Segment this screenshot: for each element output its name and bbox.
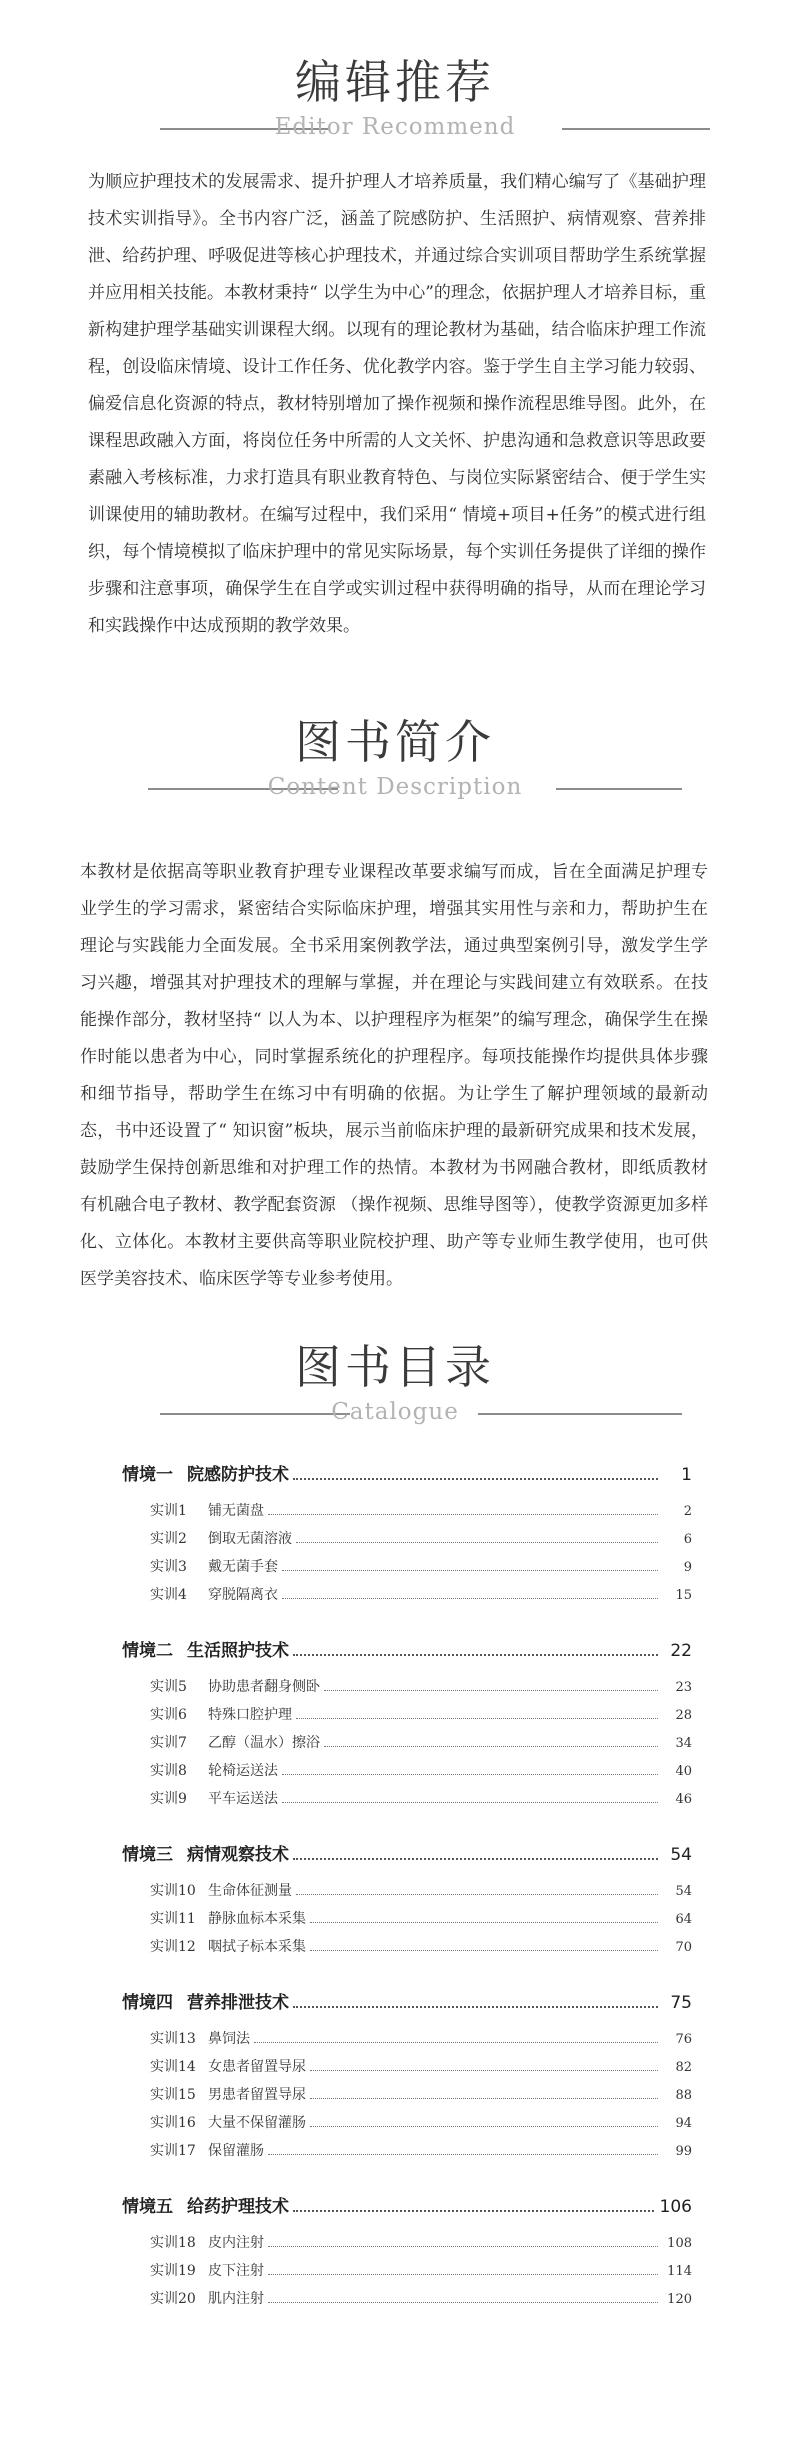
lesson-page: 64 <box>675 1912 692 1927</box>
lesson-title: 咽拭子标本采集 <box>208 1939 306 1955</box>
leader-dots <box>282 1569 658 1571</box>
lesson-page: 94 <box>675 2116 692 2131</box>
chapter-number: 情境二 <box>122 1641 173 1661</box>
toc-lesson-row[interactable] <box>122 2084 692 2112</box>
leader-dots <box>268 1513 658 1515</box>
lesson-page: 46 <box>675 1792 692 1807</box>
editor-paragraph: 为顺应护理技术的发展需求、提升护理人才培养质量，我们精心编写了《基础护理技术实训指导》。全书内容广泛，涵盖了院感防护、生活照护、病情观察、营养排泄、给药护理、呼吸促进等核心护理技术，并通过综合实训项目帮助学生系统掌握并应用相关技能。本教材秉持“ 以学生为中心”的理念，依据护理人才培养目标，重新构建护理学基础实训课程大纲。以现有的理论教材为基础，结合临床护理工作流程，创设临床情境、设计工作任务、优化教学内容。鉴于学生自主学习能力较弱、偏爱信息化资源的特点，教材特别增加了操作视频和操作流程思维导图。此外，在课程思政融入方面，将岗位任务中所需的人文关怀、护患沟通和急救意识等思政要素融入考核标准，力求打造具有职业教育特色、与岗位实际紧密结合、便于学生实训课使用的辅助教材。在编写过程中，我们采用“ 情境+项目+任务”的模式进行组织，每个情境模拟了临床护理中的常见实际场景，每个实训任务提供了详细的操作步骤和注意事项，确保学生在自学或实训过程中获得明确的指导，从而在理论学习和实践操作中达成预期的教学效果。 <box>88 172 706 636</box>
leader-dots <box>324 1689 658 1691</box>
lesson-page: 54 <box>675 1884 692 1899</box>
toc-lesson-row[interactable] <box>122 1528 692 1556</box>
leader-dots <box>282 1773 658 1775</box>
toc-chapter-row[interactable] <box>122 1988 692 2016</box>
lesson-title: 乙醇（温水）擦浴 <box>208 1735 320 1751</box>
leader-dots <box>254 2041 658 2043</box>
lesson-title: 皮内注射 <box>208 2235 264 2251</box>
lesson-page: 88 <box>675 2088 692 2103</box>
lesson-title: 轮椅运送法 <box>208 1763 278 1779</box>
toc-lesson-row[interactable] <box>122 2232 692 2260</box>
leader-dots <box>268 2273 658 2275</box>
section-heading <box>0 700 790 820</box>
lesson-title: 协助患者翻身侧卧 <box>208 1679 320 1695</box>
leader-dots <box>310 1921 658 1923</box>
lesson-page: 15 <box>675 1588 692 1603</box>
lesson-page: 82 <box>675 2060 692 2075</box>
chapter-number: 情境五 <box>122 2197 173 2217</box>
lesson-page: 70 <box>675 1940 692 1955</box>
leader-dots <box>293 2005 658 2008</box>
leader-dots <box>282 1801 658 1803</box>
chapter-title: 院感防护技术 <box>187 1465 289 1485</box>
lesson-title: 鼻饲法 <box>208 2031 250 2047</box>
leader-dots <box>310 1949 658 1951</box>
toc-lesson-row[interactable] <box>122 1788 692 1816</box>
lesson-title: 倒取无菌溶液 <box>208 1531 292 1547</box>
lesson-title: 静脉血标本采集 <box>208 1911 306 1927</box>
toc-lesson-row[interactable] <box>122 1908 692 1936</box>
lesson-title: 平车运送法 <box>208 1791 278 1807</box>
toc-lesson-row[interactable] <box>122 1704 692 1732</box>
toc-chapter-row[interactable] <box>122 1460 692 1488</box>
toc-lesson-row[interactable] <box>122 2260 692 2288</box>
leader-dots <box>293 1477 658 1480</box>
section-heading <box>0 40 790 160</box>
lesson-number: 实训20 <box>150 2291 196 2307</box>
chapter-page: 1 <box>681 1465 692 1485</box>
lesson-number: 实训3 <box>150 1559 187 1575</box>
lesson-page: 99 <box>675 2144 692 2159</box>
toc-lesson-row[interactable] <box>122 2140 692 2168</box>
heading-title-en: Catalogue <box>331 1399 459 1425</box>
chapter-page: 106 <box>659 2197 692 2217</box>
lesson-title: 大量不保留灌肠 <box>208 2115 306 2131</box>
lesson-title: 铺无菌盘 <box>208 1503 264 1519</box>
lesson-number: 实训9 <box>150 1791 187 1807</box>
lesson-page: 9 <box>683 1560 692 1575</box>
chapter-title: 营养排泄技术 <box>187 1993 289 2013</box>
leader-dots <box>293 1857 658 1860</box>
chapter-number: 情境三 <box>122 1845 173 1865</box>
chapter-page: 54 <box>670 1845 692 1865</box>
heading-title-en: Content Description <box>267 774 523 800</box>
lesson-page: 23 <box>675 1680 692 1695</box>
chapter-title: 病情观察技术 <box>187 1845 289 1865</box>
lesson-number: 实训4 <box>150 1587 187 1603</box>
content-description-section <box>0 700 790 1289</box>
toc-lesson-row[interactable] <box>122 1584 692 1612</box>
lesson-page: 2 <box>683 1504 692 1519</box>
lesson-page: 28 <box>675 1708 692 1723</box>
heading-title-cn: 编辑推荐 <box>295 55 495 109</box>
toc-lesson-row[interactable] <box>122 1676 692 1704</box>
lesson-page: 76 <box>675 2032 692 2047</box>
heading-title-en: Editor Recommend <box>274 114 516 140</box>
lesson-number: 实训6 <box>150 1707 187 1723</box>
content-paragraph: 本教材是依据高等职业教育护理专业课程改革要求编写而成，旨在全面满足护理专业学生的学习需求，紧密结合实际临床护理，增强其实用性与亲和力，帮助护生在理论与实践能力全面发展。全书采用案例教学法，通过典型案例引导，激发学生学习兴趣，增强其对护理技术的理解与掌握，并在理论与实践间建立有效联系。在技能操作部分，教材坚持“ 以人为本、以护理程序为框架”的编写理念，确保学生在操作时能以患者为中心，同时掌握系统化的护理程序。每项技能操作均提供具体步骤和细节指导，帮助学生在练习中有明确的依据。为让学生了解护理领域的最新动态，书中还设置了“ 知识窗”板块，展示当前临床护理的最新研究成果和技术发展，鼓励学生保持创新思维和对护理工作的热情。本教材为书网融合教材，即纸质教材有机融合电子教材、教学配套资源 （操作视频、思维导图等），使教学资源更加多样化、立体化。本教材主要供高等职业院校护理、助产等专业师生教学使用，也可供医学美容技术、临床医学等专业参考使用。 <box>80 862 708 1289</box>
toc-lesson-row[interactable] <box>122 1556 692 1584</box>
lesson-page: 6 <box>683 1532 692 1547</box>
toc-chapter-row[interactable] <box>122 2192 692 2220</box>
lesson-title: 特殊口腔护理 <box>208 1707 292 1723</box>
leader-dots <box>268 2153 658 2155</box>
heading-title-cn: 图书目录 <box>295 1340 495 1394</box>
lesson-number: 实训12 <box>150 1939 196 1955</box>
lesson-page: 40 <box>675 1764 692 1779</box>
chapter-title: 给药护理技术 <box>187 2197 289 2217</box>
lesson-page: 120 <box>667 2292 692 2307</box>
lesson-number: 实训1 <box>150 1503 187 1519</box>
toc-lesson-row[interactable] <box>122 1500 692 1528</box>
leader-dots <box>293 1653 658 1656</box>
lesson-number: 实训18 <box>150 2235 196 2251</box>
lesson-number: 实训7 <box>150 1735 187 1751</box>
chapter-page: 22 <box>670 1641 692 1661</box>
leader-dots <box>310 2125 658 2127</box>
lesson-number: 实训11 <box>150 1911 196 1927</box>
leader-dots <box>296 1717 658 1719</box>
lesson-number: 实训13 <box>150 2031 196 2047</box>
toc-lesson-row[interactable] <box>122 1732 692 1760</box>
toc-chapter-row[interactable] <box>122 1636 692 1664</box>
toc-lesson-row[interactable] <box>122 2056 692 2084</box>
leader-dots <box>296 1893 658 1895</box>
chapter-number: 情境一 <box>122 1465 173 1485</box>
leader-dots <box>324 1745 658 1747</box>
lesson-number: 实训15 <box>150 2087 196 2103</box>
toc-lesson-row[interactable] <box>122 1760 692 1788</box>
lesson-number: 实训5 <box>150 1679 187 1695</box>
lesson-page: 108 <box>667 2236 692 2251</box>
lesson-number: 实训2 <box>150 1531 187 1547</box>
lesson-title: 肌内注射 <box>208 2291 264 2307</box>
leader-dots <box>296 1541 658 1543</box>
table-of-contents <box>122 1460 692 2316</box>
lesson-number: 实训8 <box>150 1763 187 1779</box>
chapter-number: 情境四 <box>122 1993 173 2013</box>
lesson-number: 实训16 <box>150 2115 196 2131</box>
lesson-title: 皮下注射 <box>208 2263 264 2279</box>
heading-title-cn: 图书简介 <box>295 715 495 769</box>
lesson-title: 保留灌肠 <box>208 2143 264 2159</box>
leader-dots <box>282 1597 658 1599</box>
lesson-title: 穿脱隔离衣 <box>208 1587 278 1603</box>
lesson-number: 实训17 <box>150 2143 196 2159</box>
lesson-title: 女患者留置导尿 <box>208 2059 306 2075</box>
lesson-number: 实训14 <box>150 2059 196 2075</box>
toc-lesson-row[interactable] <box>122 2112 692 2140</box>
leader-dots <box>293 2209 654 2212</box>
lesson-title: 生命体征测量 <box>208 1883 292 1899</box>
leader-dots <box>268 2301 658 2303</box>
lesson-title: 男患者留置导尿 <box>208 2087 306 2103</box>
leader-dots <box>310 2097 658 2099</box>
editor-recommend-section <box>0 40 790 636</box>
chapter-page: 75 <box>670 1993 692 2013</box>
lesson-number: 实训10 <box>150 1883 196 1899</box>
catalogue-section <box>0 1325 790 1445</box>
toc-chapter-row[interactable] <box>122 1840 692 1868</box>
toc-lesson-row[interactable] <box>122 1936 692 1964</box>
chapter-title: 生活照护技术 <box>187 1641 289 1661</box>
toc-lesson-row[interactable] <box>122 2288 692 2316</box>
lesson-number: 实训19 <box>150 2263 196 2279</box>
toc-lesson-row[interactable] <box>122 1880 692 1908</box>
lesson-title: 戴无菌手套 <box>208 1559 278 1575</box>
lesson-page: 34 <box>675 1736 692 1751</box>
lesson-page: 114 <box>667 2264 692 2279</box>
leader-dots <box>268 2245 658 2247</box>
leader-dots <box>310 2069 658 2071</box>
toc-lesson-row[interactable] <box>122 2028 692 2056</box>
section-heading <box>0 1325 790 1445</box>
